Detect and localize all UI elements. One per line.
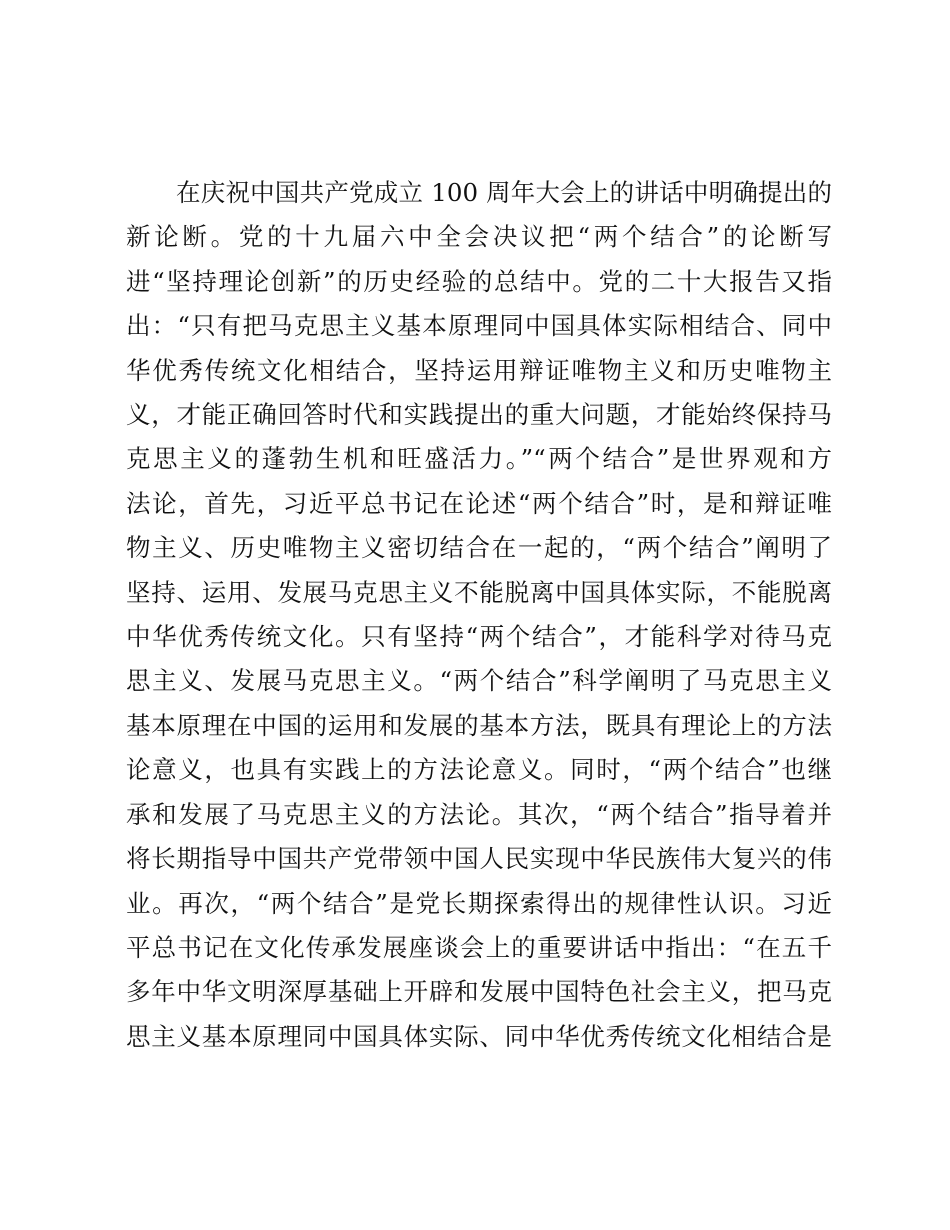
text-line: 基本原理在中国的运用和发展的基本方法，既具有理论上的方法	[126, 710, 832, 740]
text-line: 思主义基本原理同中国具体实际、同中华优秀传统文化相结合是	[126, 1021, 832, 1051]
text-line: 论意义，也具有实践上的方法论意义。同时，“两个结合”也继	[126, 755, 832, 785]
text-line: 克思主义的蓬勃生机和旺盛活力。”“两个结合”是世界观和方	[126, 444, 832, 474]
text-line: 中华优秀传统文化。只有坚持“两个结合”，才能科学对待马克	[126, 622, 832, 652]
text-line: 平总书记在文化传承发展座谈会上的重要讲话中指出：“在五千	[126, 932, 832, 962]
body-paragraph	[126, 171, 832, 1059]
text-line: 义，才能正确回答时代和实践提出的重大问题，才能始终保持马	[126, 400, 832, 430]
text-line: 坚持、运用、发展马克思主义不能脱离中国具体实际，不能脱离	[126, 577, 832, 607]
text-line: 物主义、历史唯物主义密切结合在一起的，“两个结合”阐明了	[126, 533, 832, 563]
text-line: 将长期指导中国共产党带领中国人民实现中华民族伟大复兴的伟	[126, 844, 832, 874]
text-line: 在庆祝中国共产党成立 100 周年大会上的讲话中明确提出的	[176, 178, 832, 207]
text-line: 出：“只有把马克思主义基本原理同中国具体实际相结合、同中	[126, 311, 832, 341]
text-line: 华优秀传统文化相结合，坚持运用辩证唯物主义和历史唯物主	[126, 355, 832, 385]
text-line: 业。再次，“两个结合”是党长期探索得出的规律性认识。习近	[126, 888, 832, 918]
text-line: 新论断。党的十九届六中全会决议把“两个结合”的论断写	[126, 222, 832, 252]
text-line: 承和发展了马克思主义的方法论。其次，“两个结合”指导着并	[126, 799, 832, 829]
text-line: 多年中华文明深厚基础上开辟和发展中国特色社会主义，把马克	[126, 977, 832, 1007]
text-line: 思主义、发展马克思主义。“两个结合”科学阐明了马克思主义	[126, 666, 832, 696]
text-line: 进“坚持理论创新”的历史经验的总结中。党的二十大报告又指	[126, 266, 832, 296]
text-line: 法论，首先，习近平总书记在论述“两个结合”时，是和辩证唯	[126, 488, 832, 518]
